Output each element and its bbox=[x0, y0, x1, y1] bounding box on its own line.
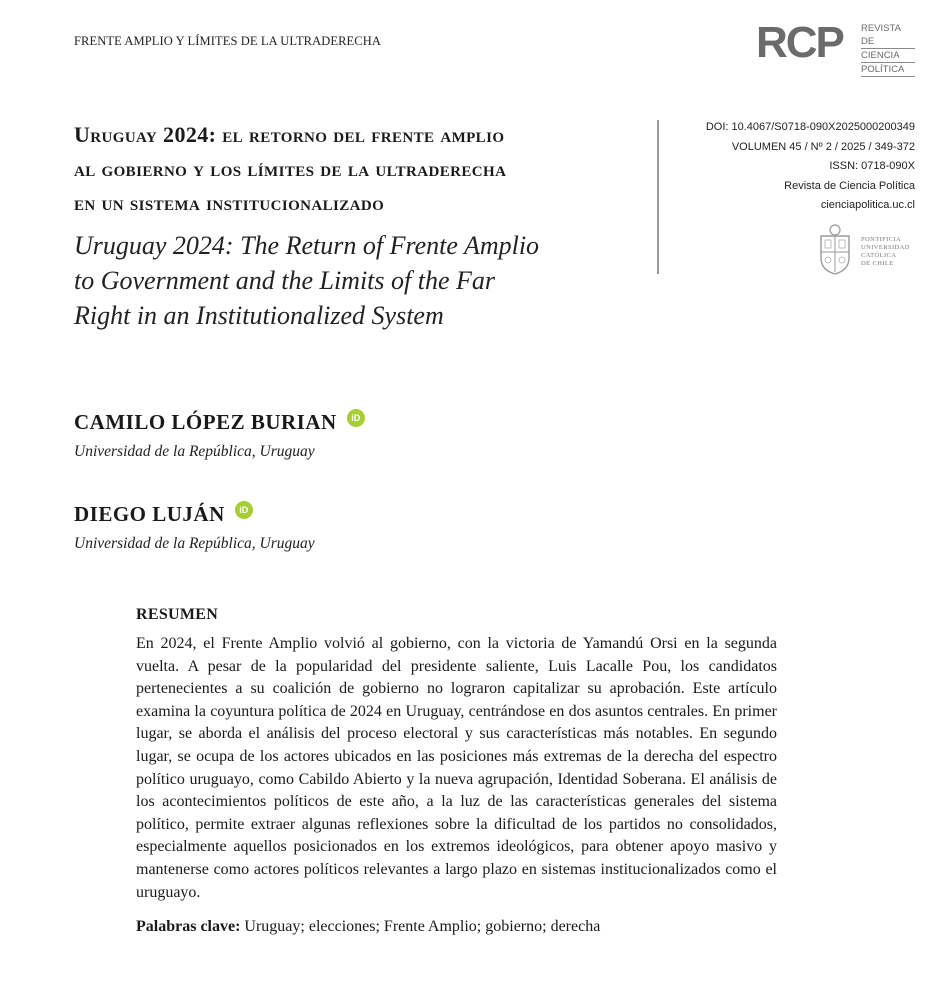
author-2 bbox=[74, 502, 315, 553]
logo-line: CIENCIA bbox=[861, 49, 915, 63]
running-head: FRENTE AMPLIO Y LÍMITES DE LA ULTRADERECHA bbox=[74, 34, 381, 48]
author-affiliation: Universidad de la República, Uruguay bbox=[74, 535, 315, 552]
journal-url[interactable]: cienciapolitica.uc.cl bbox=[820, 199, 915, 211]
title-line: to Government and the Limits of the Far bbox=[74, 266, 496, 295]
keywords-label: Palabras clave: bbox=[136, 918, 241, 936]
title-line: en un sistema institucionalizado bbox=[74, 190, 385, 215]
author-name: DIEGO LUJÁN bbox=[74, 502, 225, 526]
seal-line: DE CHILE bbox=[861, 260, 894, 267]
orcid-icon[interactable]: iD bbox=[347, 409, 365, 427]
article-title-spanish bbox=[74, 118, 654, 220]
title-line: Uruguay 2024: The Return of Frente Amplio bbox=[74, 231, 540, 260]
article-metadata bbox=[655, 118, 915, 216]
abstract-body: En 2024, el Frente Amplio volvió al gobierno, con la victoria de Yamandú Orsi en la segunda vuelta. A pesar de la popularidad del presidente saliente, Luis Lacalle Pou, los candidatos pertenecientes a su coalición de gobierno no lograron capitalizar su aprobación. Este artículo examina la coyuntura política de 2024 en Uruguay, centrándose en dos asuntos centrales. En primer lugar, se aborda el análisis del proceso electoral y sus características más notables. En segundo lugar, se ocupa de los actores ubicados en las posiciones más extremas de la derecha del espectro político uruguayo, como Cabildo Abierto y la nueva agrupación, Identidad Soberana. El análisis de los acontecimientos políticos de este año, a la luz de las características generales del sistema político, permite extraer algunas reflexiones sobre la dificultad de los partidos no consolidados, especialmente aquellos posicionados en los extremos ideológicos, para obtener apoyo masivo y mantenerse como actores políticos relevantes a largo plazo en sistemas institucionalizados como el uruguayo. bbox=[136, 635, 777, 901]
title-line: Right in an Institutionalized System bbox=[74, 301, 444, 330]
abstract-heading: RESUMEN bbox=[136, 606, 219, 623]
journal-name: Revista de Ciencia Política bbox=[784, 179, 915, 192]
title-line: Uruguay 2024: el retorno del frente amplio bbox=[74, 122, 505, 147]
logo-line: POLÍTICA bbox=[861, 63, 915, 77]
title-line: al gobierno y los límites de la ultraderecha bbox=[74, 156, 507, 181]
volume-info: VOLUMEN 45 / Nº 2 / 2025 / 349-372 bbox=[731, 140, 915, 153]
author-affiliation: Universidad de la República, Uruguay bbox=[74, 443, 315, 460]
author-1 bbox=[74, 410, 365, 461]
seal-line: UNIVERSIDAD bbox=[861, 244, 910, 251]
seal-line: PONTIFICIA bbox=[861, 236, 902, 243]
university-seal-icon bbox=[813, 222, 857, 276]
issn: ISSN: 0718-090X bbox=[829, 160, 915, 172]
logo-text bbox=[861, 22, 915, 77]
logo-mark: RCP bbox=[756, 18, 843, 67]
doi[interactable]: DOI: 10.4067/S0718-090X2025000200349 bbox=[705, 121, 915, 133]
article-title-english bbox=[74, 228, 654, 333]
abstract bbox=[136, 606, 777, 936]
seal-line: CATÓLICA bbox=[861, 252, 897, 259]
keywords-list: Uruguay; elecciones; Frente Amplio; gobierno; derecha bbox=[244, 918, 601, 936]
keywords bbox=[136, 918, 777, 936]
university-seal-text bbox=[861, 236, 910, 268]
orcid-icon[interactable]: iD bbox=[235, 501, 253, 519]
logo-line: REVISTA DE bbox=[861, 22, 915, 49]
author-name: CAMILO LÓPEZ BURIAN bbox=[74, 410, 337, 434]
